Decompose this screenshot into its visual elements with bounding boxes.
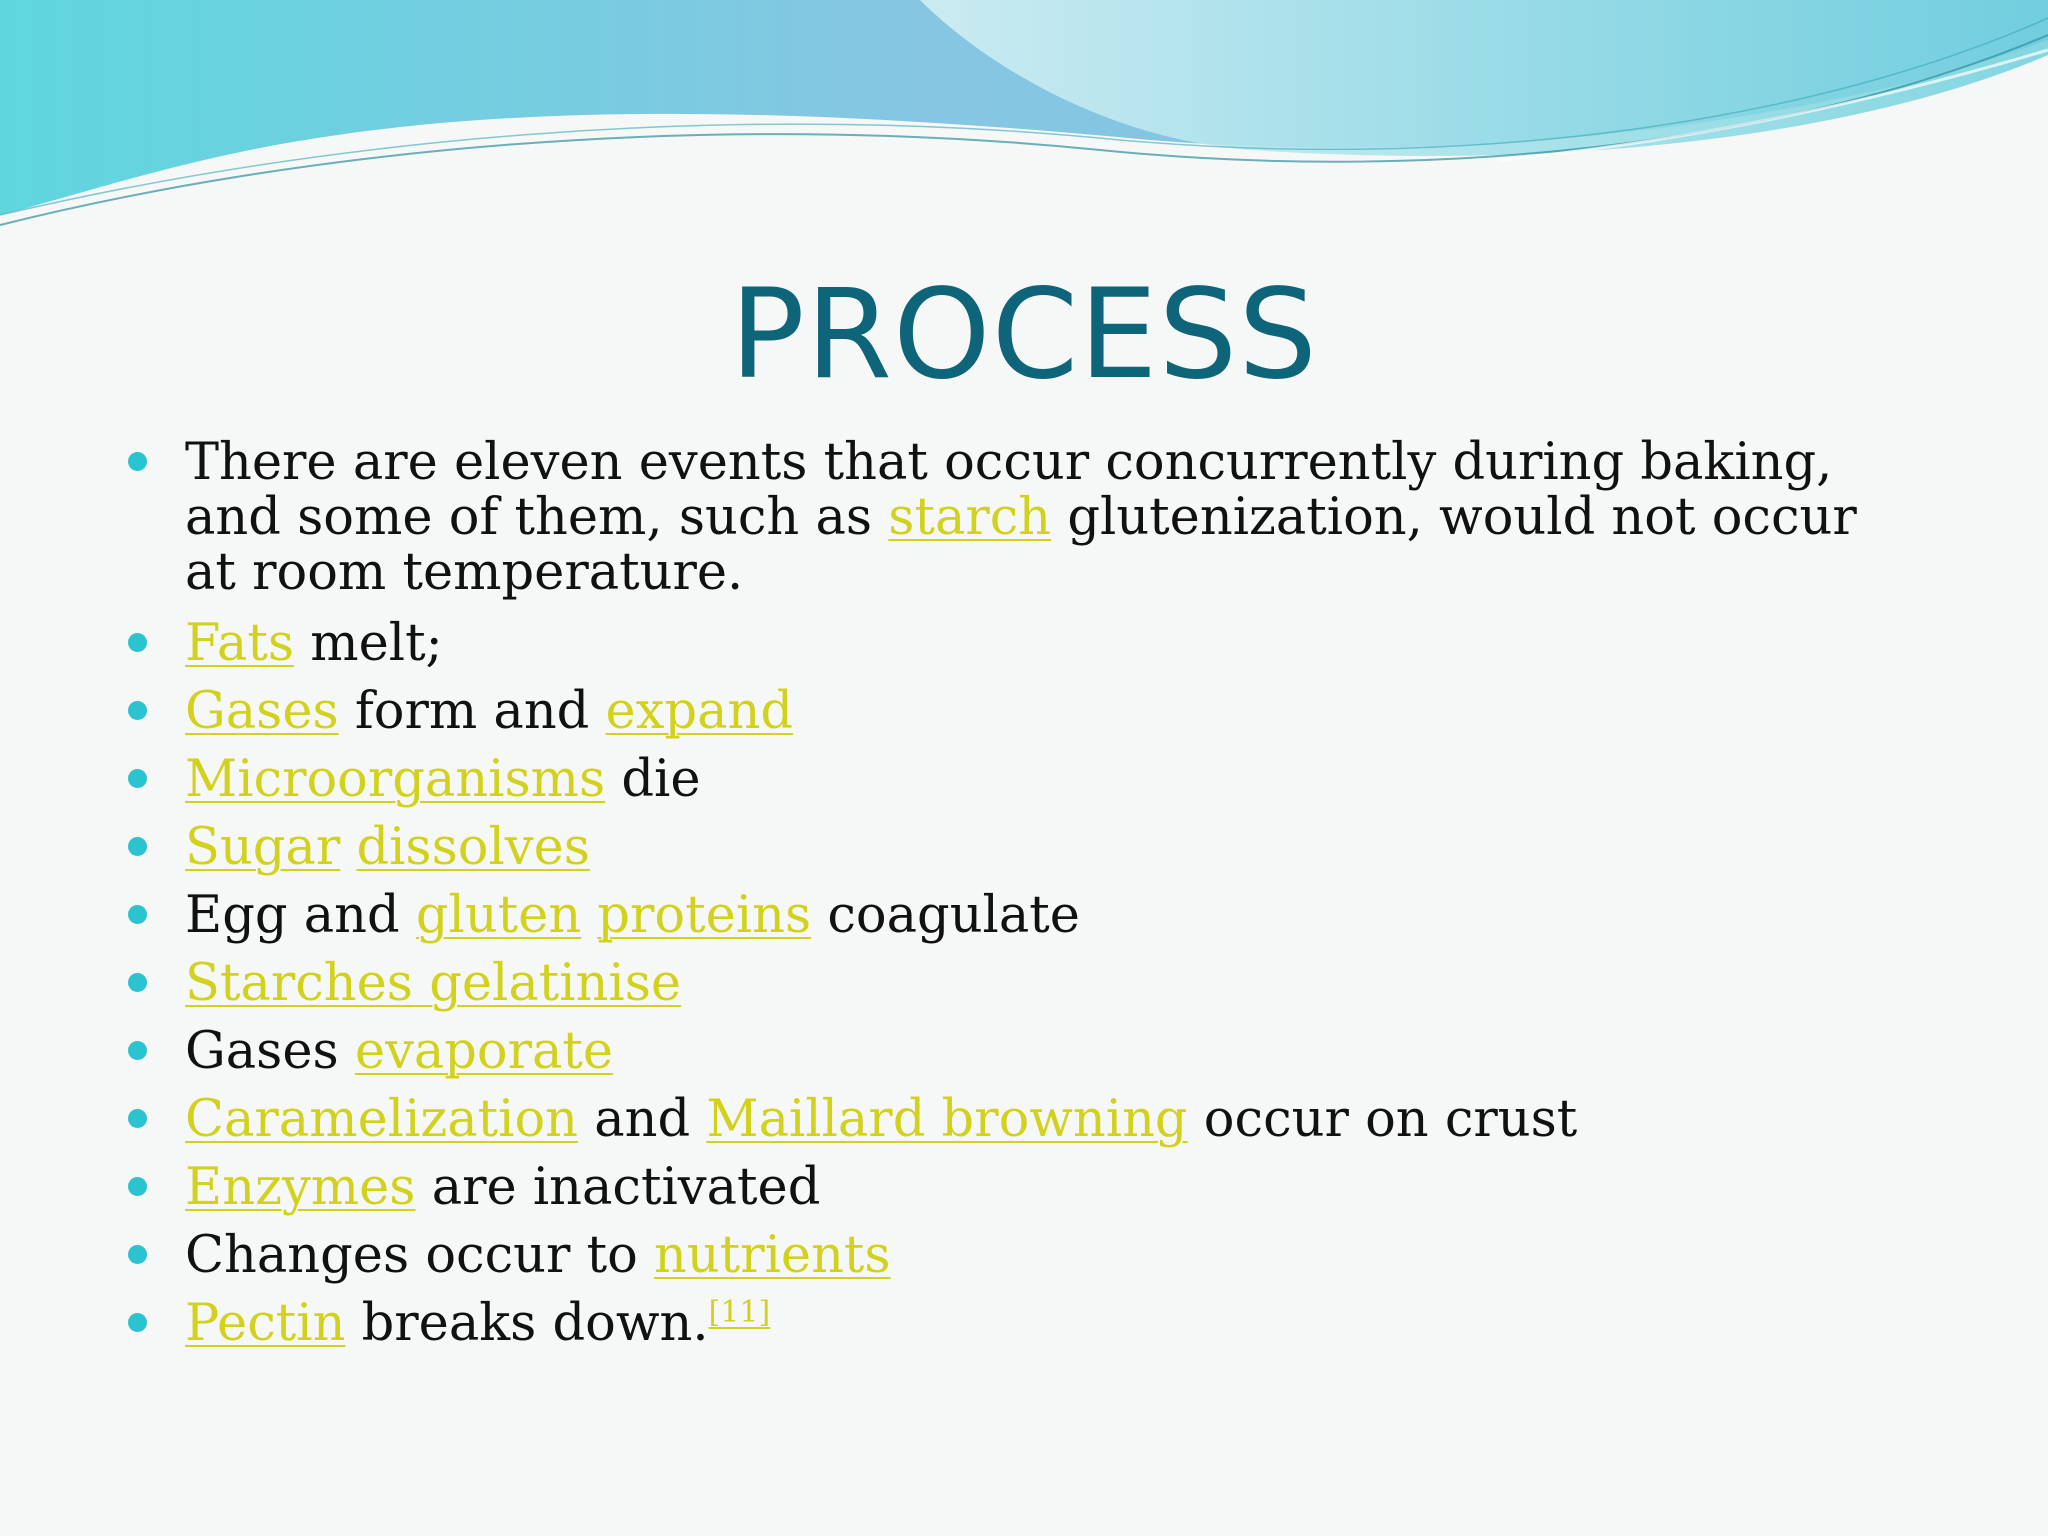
- term-link[interactable]: evaporate: [354, 1022, 614, 1081]
- bullet-text: Changes occur to: [185, 1226, 655, 1285]
- term-link[interactable]: Gases: [185, 682, 339, 741]
- bullet-text: [581, 886, 597, 945]
- bullet-item: [128, 1228, 1888, 1283]
- term-link[interactable]: Fats: [185, 614, 294, 673]
- bullet-dot-icon: [128, 1177, 147, 1196]
- bullet-text: glutenization, would not occur at room temperature.: [185, 488, 1857, 602]
- term-link[interactable]: nutrients: [654, 1226, 891, 1285]
- bullet-text: form and: [338, 682, 606, 741]
- bullet-text: Egg and: [185, 886, 416, 945]
- bullet-dot-icon: [128, 701, 147, 720]
- bullet-dot-icon: [128, 452, 147, 471]
- slide-title: PROCESS: [730, 263, 1318, 407]
- term-link[interactable]: gluten: [415, 886, 582, 945]
- bullet-item: [128, 1296, 1888, 1351]
- bullet-text: and: [578, 1090, 707, 1149]
- term-link[interactable]: Caramelization: [185, 1090, 579, 1149]
- term-link[interactable]: proteins: [597, 886, 812, 945]
- bullet-dot-icon: [128, 1245, 147, 1264]
- bullet-text: melt;: [294, 614, 443, 673]
- bullet-dot-icon: [128, 1313, 147, 1332]
- term-link[interactable]: starch: [888, 488, 1052, 547]
- bullet-dot-icon: [128, 769, 147, 788]
- term-link[interactable]: expand: [605, 682, 794, 741]
- bullet-item: [128, 752, 1888, 807]
- bullet-text: occur on crust: [1187, 1090, 1578, 1149]
- term-link[interactable]: Microorganisms: [185, 750, 606, 809]
- bullet-text: [340, 818, 356, 877]
- bullet-text: are inactivated: [415, 1158, 821, 1217]
- bullet-text: coagulate: [811, 886, 1080, 945]
- bullet-dot-icon: [128, 973, 147, 992]
- bullet-item: [128, 435, 1888, 600]
- header-wave-decoration: [0, 0, 2048, 240]
- bullet-dot-icon: [128, 837, 147, 856]
- term-link[interactable]: Starches gelatinise: [185, 954, 682, 1013]
- bullet-item: [128, 684, 1888, 739]
- term-link[interactable]: Maillard browning: [706, 1090, 1188, 1149]
- bullet-item: [128, 888, 1888, 943]
- bullet-item: [128, 616, 1888, 671]
- term-link[interactable]: Pectin: [185, 1294, 346, 1353]
- bullet-dot-icon: [128, 905, 147, 924]
- term-link[interactable]: dissolves: [356, 818, 590, 877]
- bullet-list: [128, 435, 1888, 1364]
- term-link[interactable]: Sugar: [185, 818, 341, 877]
- bullet-dot-icon: [128, 1109, 147, 1128]
- bullet-item: [128, 1160, 1888, 1215]
- bullet-dot-icon: [128, 633, 147, 652]
- bullet-item: [128, 1024, 1888, 1079]
- bullet-text: breaks down.: [345, 1294, 709, 1353]
- bullet-item: [128, 956, 1888, 1011]
- bullet-dot-icon: [128, 1041, 147, 1060]
- bullet-text: There are eleven events that occur concurrently during baking, and some of them, such as: [185, 433, 1833, 547]
- citation-link[interactable]: [11]: [708, 1295, 771, 1330]
- bullet-text: die: [605, 750, 701, 809]
- bullet-item: [128, 1092, 1888, 1147]
- bullet-text: Gases: [185, 1022, 355, 1081]
- term-link[interactable]: Enzymes: [185, 1158, 416, 1217]
- bullet-item: [128, 820, 1888, 875]
